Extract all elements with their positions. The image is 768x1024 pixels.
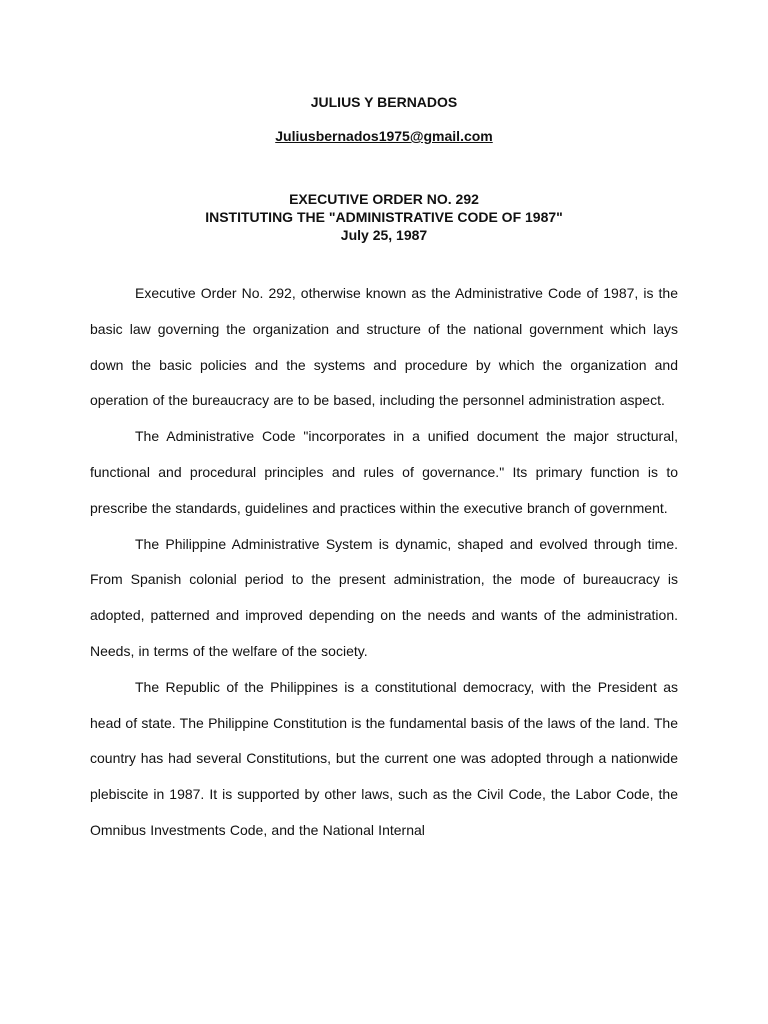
document-title: [90, 190, 678, 244]
author-email: [90, 126, 678, 146]
paragraph-4: The Republic of the Philippines is a constitutional democracy, with the President as head of state. The Philippine Constitution is the fundamental basis of the laws of the land. The country has had several Constitutions, but the current one was adopted through a nationwide plebiscite in 1987. It is supported by other laws, such as the Civil Code, the Labor Code, the Omnibus Investments Code, and the National Internal: [90, 678, 678, 838]
title-line-instituting: INSTITUTING THE "ADMINISTRATIVE CODE OF 1987": [205, 209, 563, 225]
title-line-date: July 25, 1987: [340, 227, 428, 243]
paragraph-1: Executive Order No. 292, otherwise known as the Administrative Code of 1987, is the basic law governing the organization and structure of the national government which lays down the basic policies and the systems and procedure by which the organization and operation of the bureaucracy are to be based, including the personnel administration aspect.: [90, 285, 678, 409]
email-link[interactable]: Juliusbernados1975@gmail.com: [275, 128, 493, 144]
paragraph-2: The Administrative Code "incorporates in a unified document the major structural, functional and procedural principles and rules of governance." Its primary function is to prescribe the standards, guidelines and practices within the executive branch of government.: [90, 428, 678, 516]
author-name: JULIUS Y BERNADOS: [310, 94, 458, 110]
document-page: [90, 92, 678, 849]
title-line-order: EXECUTIVE ORDER NO. 292: [289, 191, 479, 207]
paragraph-3: The Philippine Administrative System is dynamic, shaped and evolved through time. From Spanish colonial period to the present administration, the mode of bureaucracy is adopted, patterned and improved depending on the needs and wants of the administration. Needs, in terms of the welfare of the society.: [90, 535, 678, 659]
body-text: [90, 276, 678, 849]
